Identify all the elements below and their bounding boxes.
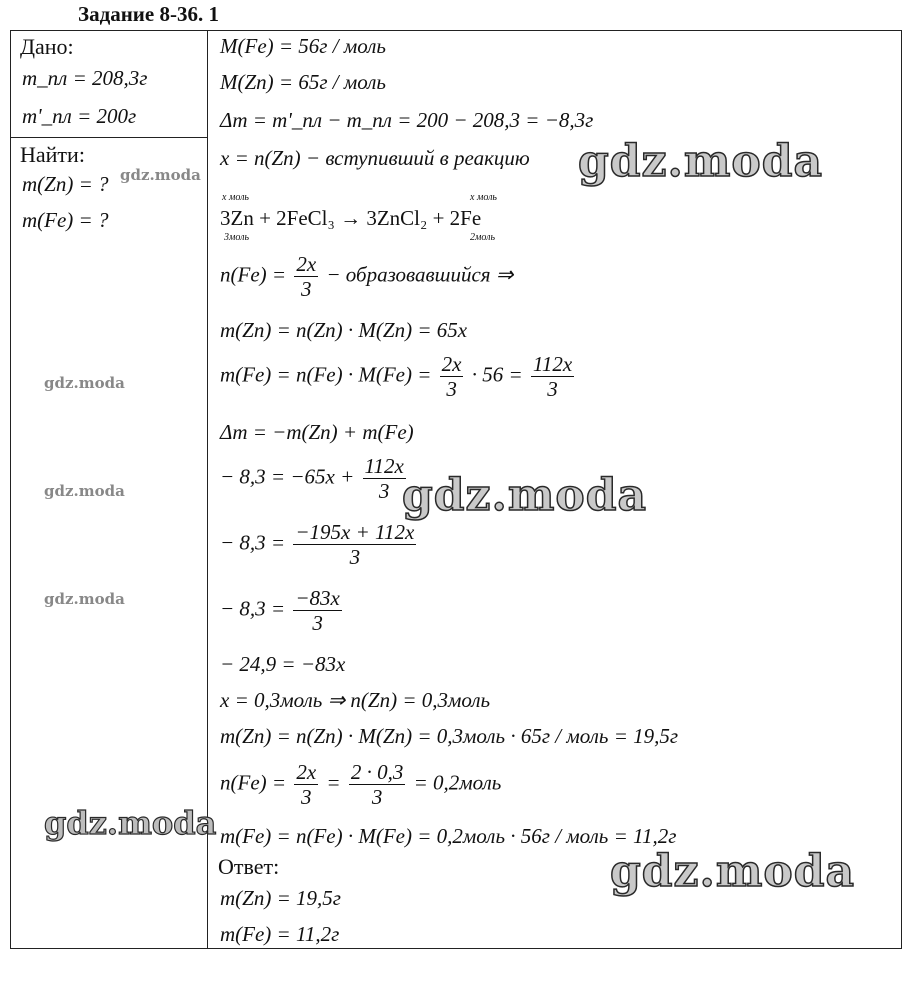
watermark-logo: gdz.moda — [610, 846, 856, 897]
eq-annotation-top-right: x моль — [470, 192, 497, 203]
n-fe-value: = 0,2моль — [413, 770, 502, 795]
fraction — [531, 352, 574, 401]
denominator: 3 — [378, 479, 390, 503]
m-zn-result: m(Zn) = n(Zn) · M(Zn) = 0,3моль · 65г / моль = 19,5г — [220, 724, 679, 748]
watermark-logo: gdz.moda — [402, 470, 648, 521]
numerator: 112x — [532, 352, 573, 376]
watermark-logo: gdz.moda — [44, 804, 217, 842]
watermark-logo: gdz.moda — [578, 136, 824, 187]
delta-m-equation: Δm = −m(Zn) + m(Fe) — [220, 420, 414, 444]
find-zn-mass: m(Zn) = ? — [22, 172, 109, 196]
x-definition: x = n(Zn) − вступивший в реакцию — [220, 146, 530, 170]
molar-mass-zn: M(Zn) = 65г / моль — [220, 70, 386, 94]
denominator: 3 — [312, 611, 323, 635]
mass-difference: Δm = m'_пл − m_пл = 200 − 208,3 = −8,3г — [220, 108, 594, 132]
numerator: 2x — [296, 760, 317, 784]
task-title: Задание 8-36. 1 — [78, 2, 219, 26]
given-heading: Дано: — [20, 34, 74, 59]
times-56: · 56 = — [471, 362, 523, 387]
numerator: −195x + 112x — [295, 520, 415, 544]
lhs: − 8,3 = −65x + — [220, 464, 355, 489]
watermark-logo: gdz.moda — [120, 166, 201, 184]
fraction — [293, 520, 416, 569]
fraction — [294, 760, 318, 809]
denominator: 3 — [300, 785, 312, 809]
numerator: 112x — [364, 454, 404, 478]
denominator: 3 — [349, 545, 361, 569]
denominator: 3 — [300, 277, 312, 301]
numerator: 2x — [296, 252, 317, 276]
equation-step-3 — [220, 586, 345, 635]
eq-annotation-top-left: x моль — [222, 192, 249, 203]
answer-fe: m(Fe) = 11,2г — [220, 922, 340, 946]
numerator: 2 · 0,3 — [350, 760, 404, 784]
equation-step-4: − 24,9 = −83x — [220, 652, 346, 676]
molar-mass-fe: M(Fe) = 56г / моль — [220, 34, 386, 58]
answer-zn: m(Zn) = 19,5г — [220, 886, 341, 910]
m-fe-expression — [220, 352, 577, 401]
denominator: 3 — [446, 377, 457, 401]
watermark-logo: gdz.moda — [44, 590, 125, 608]
denominator: 3 — [371, 785, 383, 809]
eq-annotation-bottom-right: 2моль — [470, 232, 496, 243]
fraction — [349, 760, 406, 809]
answer-heading: Ответ: — [218, 854, 280, 879]
n-fe-formed — [220, 252, 513, 301]
given-mass-final: m'_пл = 200г — [22, 104, 137, 128]
watermark-logo: gdz.moda — [44, 374, 125, 392]
find-fe-mass: m(Fe) = ? — [22, 208, 109, 232]
m-fe-result: m(Fe) = n(Fe) · M(Fe) = 0,2моль · 56г / моль = 11,2г — [220, 824, 677, 848]
given-mass-initial: m_пл = 208,3г — [22, 66, 148, 90]
find-heading: Найти: — [20, 142, 85, 167]
fraction — [293, 586, 342, 635]
numerator: −83x — [295, 586, 340, 610]
given-find-divider — [10, 137, 207, 138]
lhs: − 8,3 = — [220, 530, 286, 555]
equation-step-2 — [220, 520, 419, 569]
formed-note: − образовавшийся ⇒ — [326, 262, 514, 287]
n-fe-result: n(Fe) = $\frac{2x}{3}$ = $\frac{2 \cdot 0,3}{3}$ = 0,2моль — [220, 760, 502, 809]
denominator: 3 — [547, 377, 558, 401]
numerator: 2x — [441, 352, 462, 376]
reaction-equation: 3Zn + 2FeCl₃ → 3ZnCl₂ + 2Fe — [220, 206, 482, 230]
fraction — [363, 454, 406, 503]
equation-step-1 — [220, 454, 409, 503]
n-fe-label: n(Fe) = — [220, 770, 287, 795]
lhs: − 8,3 = — [220, 596, 286, 621]
fraction — [440, 352, 464, 401]
eq-annotation-bottom-left: 3моль — [224, 232, 250, 243]
fraction — [294, 252, 318, 301]
x-value: x = 0,3моль ⇒ n(Zn) = 0,3моль — [220, 688, 491, 712]
m-zn-expression: m(Zn) = n(Zn) · M(Zn) = 65x — [220, 318, 468, 342]
n-fe-label: n(Fe) = — [220, 262, 287, 287]
watermark-logo: gdz.moda — [44, 482, 125, 500]
m-fe-label: m(Fe) = n(Fe) · M(Fe) = — [220, 362, 432, 387]
